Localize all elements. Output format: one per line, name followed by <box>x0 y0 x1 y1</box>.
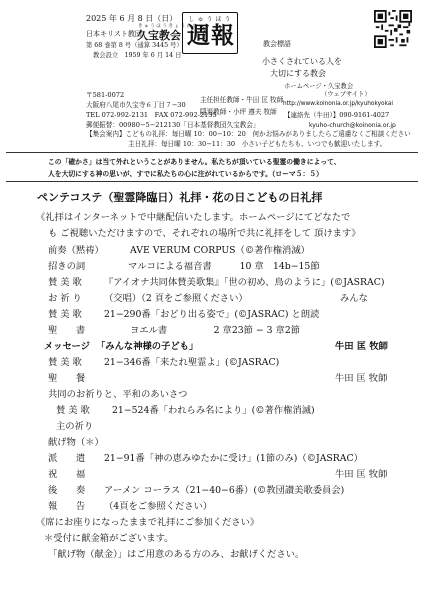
order-label: メッセージ <box>44 341 90 352</box>
broadcast-notice-2: も ご視聴いただけますので、それぞれの場所で共に礼拝をして 頂けます》 <box>48 228 361 239</box>
issue-date: 2025 年 6 月 8 日（日） <box>86 14 178 23</box>
order-label: 報 告 <box>48 501 86 512</box>
order-right: 牛田 匡 牧師 <box>335 469 388 480</box>
divider <box>6 152 418 153</box>
meetings-line-1: 【集会案内】こどもの礼拝：毎日曜 10：00−10：20 何かお悩みがありましたらご遠慮なくご相談ください <box>86 130 411 138</box>
order-content: 21−290番「おどり出る姿で」(©JASRAC) と朗読 <box>104 309 320 320</box>
order-label: 派 遣 <box>48 453 86 464</box>
divider <box>6 181 418 182</box>
order-right: 牛田 匡 牧師 <box>335 341 388 352</box>
website-link[interactable]: http://www.koinonia.or.jp/kyuhokyokai <box>283 101 394 107</box>
order-content: （交唱）（2 頁をご参照ください） <box>104 293 248 304</box>
service-title: ペンテコステ（聖霊降臨日）礼拝・花の日こどもの日礼拝 <box>37 191 323 204</box>
order-label: 賛 美 歌 <box>48 357 82 368</box>
message-title: 「みんな神様の子ども」 <box>96 341 199 352</box>
order-content: アーメン コーラス（21−40−6番）(©教団讃美歌委員会) <box>104 485 345 496</box>
church-name-ruby: きゅうほうきょうかい <box>138 24 199 29</box>
order-right: 牛田 匡 牧師 <box>335 373 388 384</box>
pastor-info: 主任担任教師・牛田 匡 牧師 <box>200 96 284 104</box>
order-label: お 祈 り <box>48 293 82 304</box>
postal-code: 〒581-0072 <box>86 91 125 99</box>
website-label: ホームページ・久宝教会 <box>284 83 354 90</box>
church-name: 久宝教会 <box>137 29 181 42</box>
founded-date: 教会設立 1959 年 6 月 14 日 <box>93 52 182 59</box>
title-box <box>182 12 238 54</box>
order-label: 後 奏 <box>48 485 86 496</box>
emeritus-info: 隠退教師・小坪 遵夫 牧師 <box>200 108 277 116</box>
order-label: 献げ物（＊） <box>48 437 104 448</box>
scripture-line-1: この「確かさ」は当て外れということがありません。私たちが頂いている聖霊の働きによって、 <box>48 158 341 166</box>
order-content: ヨエル書 2 章23節 − 3 章2節 <box>130 325 301 336</box>
order-label: 招きの詞 <box>48 261 86 272</box>
motto-label: 教会標語 <box>263 40 291 48</box>
title-ruby: しゅうほう <box>188 16 234 23</box>
order-label: 祝 福 <box>48 469 86 480</box>
website-sub: （ウェブサイト） <box>321 91 371 98</box>
qr-code-icon[interactable] <box>374 10 412 48</box>
motto-line-1: 小さくされている人を <box>262 57 342 66</box>
order-content: AVE VERUM CORPUS（©著作権消滅） <box>130 245 310 256</box>
broadcast-notice-1: 《礼拝はインターネットで中継配信いたします。ホームページにてどなたで <box>36 212 351 223</box>
meetings-line-2: 主日礼拝：毎日曜 10：30−11：30 小さい子どもたちも、いつでも歓迎いたします。 <box>128 140 387 148</box>
order-label: 賛 美 歌 <box>48 309 82 320</box>
postal-transfer: 郵便振替：00980−5−212130「日本基督教団久宝教会」 <box>86 121 260 129</box>
offering-notice: 「献げ物（献金）」はご用意のある方のみ、お献げください。 <box>48 549 305 560</box>
issue-number: 第 68 巻第 8 号（通算 3445 号） <box>86 42 183 49</box>
seated-notice: 《席にお座りになったままで礼拝にご参加ください》 <box>36 517 260 528</box>
order-label: 主の祈り <box>56 421 94 432</box>
org-prefix: 日本キリスト教団 <box>86 30 142 38</box>
order-label: 聖 餐 <box>48 373 86 384</box>
order-label: 賛 美 歌 <box>48 277 82 288</box>
contact-phone: 【連絡先（牛田）】090-9161-4027 <box>284 111 390 119</box>
offering-box-notice: ＊受付に献金箱がございます。 <box>44 533 174 544</box>
order-content: マルコによる福音書 10 章 14b−15節 <box>128 261 320 272</box>
page-title: 週報 <box>187 22 235 49</box>
order-content: （4頁をご参照ください） <box>104 501 213 512</box>
order-right: みんな <box>340 293 368 304</box>
email-link[interactable]: kyuho-church@koinonia.or.jp <box>309 122 396 129</box>
order-label: 賛 美 歌 <box>56 405 90 416</box>
order-content: 21−346番「来たれ聖霊よ」(©JASRAC) <box>104 357 280 368</box>
order-content: 21−91番「神の恵みゆたかに受け」(1節のみ)（©JASRAC） <box>104 453 363 464</box>
address: 大阪府八尾市久宝寺６丁目７−30 <box>86 101 186 109</box>
tel-fax: TEL 072-992-2131 FAX 072-992-2135 <box>86 111 217 119</box>
order-content: 21−524番「われらみ名により」(©著作権消滅) <box>112 405 315 416</box>
order-content: 『アイオナ共同体賛美歌集』「世の初め、鳥のように」(©JASRAC) <box>104 277 385 288</box>
order-label: 共同のお祈りと、平和のあいさつ <box>48 389 188 400</box>
motto-line-2: 大切にする教会 <box>270 69 326 78</box>
order-label: 聖 書 <box>48 325 86 336</box>
scripture-line-2: 人を大切にする神の思いが、すでに私たちの心に注がれているからです。（ローマ５：５） <box>48 170 323 178</box>
order-label: 前奏（黙祷） <box>48 245 104 256</box>
